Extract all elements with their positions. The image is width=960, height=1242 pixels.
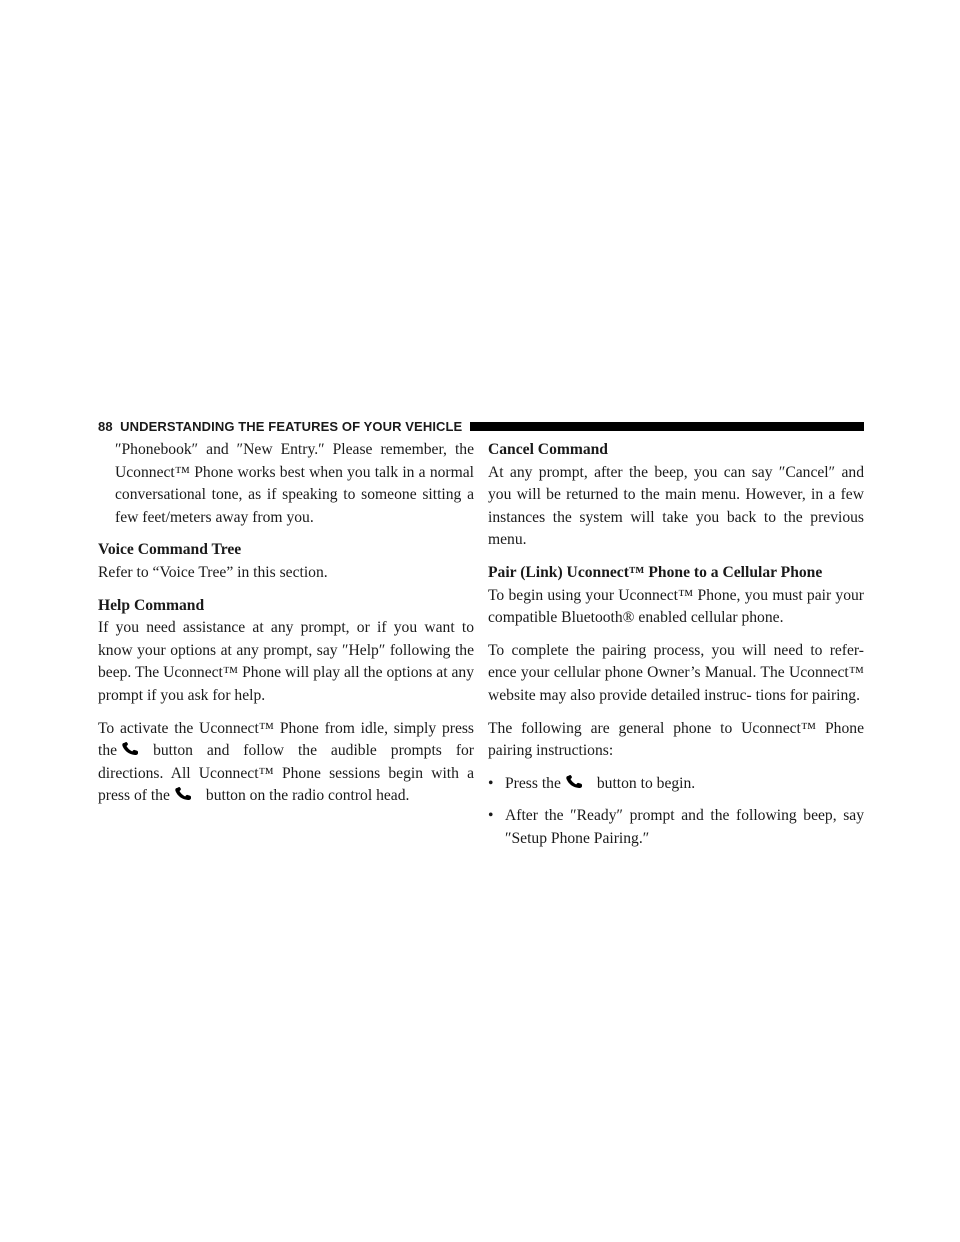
activate-text-part2: button and follow the audible prompts for directions. All Uconnect™ Phone sessions begin with a press of the — [98, 742, 474, 805]
bullet1-text-part2: button to begin. — [596, 774, 696, 792]
bullet-text — [505, 773, 864, 796]
header-label — [98, 419, 470, 434]
help-command-heading: Help Command — [98, 596, 205, 614]
voice-command-tree-heading: Voice Command Tree — [98, 541, 242, 559]
cancel-command-text: At any prompt, after the beep, you can say ″Cancel″ and you will be returned to the main menu. However, in a few instances the system will take you back to the previous menu. — [488, 463, 864, 549]
bullet-marker: • — [488, 774, 494, 792]
pair-phone-text: To begin using your Uconnect™ Phone, you must pair your compatible Bluetooth® enabled cellular phone. — [488, 586, 864, 627]
complete-pairing-text: To complete the pairing process, you will need to refer- ence your cellular phone Owner’s Manual. The Uconnect™ website may also provide detailed instruc- tions for pairing. — [488, 641, 864, 704]
general-instructions-text: The following are general phone to Uconnect™ Phone pairing instructions: — [488, 719, 864, 760]
activate-paragraph — [98, 718, 474, 808]
voice-command-tree-text: Refer to “Voice Tree” in this section. — [98, 563, 328, 581]
bullet-text: After the ″Ready″ prompt and the following beep, say ″Setup Phone Pairing.″ — [505, 807, 864, 847]
help-command-text: If you need assistance at any prompt, or if you want to know your options at any prompt, say ″Help″ following the beep. The Uconnect™ Phone will play all the options at any prompt if you ask for help. — [98, 619, 474, 704]
phone-handset-icon — [174, 787, 194, 801]
page-number: 88 — [98, 418, 113, 434]
bullet1-text-part1: Press the — [505, 774, 561, 792]
right-column — [488, 439, 864, 861]
cancel-command-heading: Cancel Command — [488, 441, 608, 458]
list-item — [488, 805, 864, 850]
pair-phone-heading: Pair (Link) Uconnect™ Phone to a Cellular Phone — [488, 563, 823, 581]
section-title: UNDERSTANDING THE FEATURES OF YOUR VEHICLE — [120, 418, 463, 434]
left-column — [98, 439, 474, 818]
list-item — [488, 773, 864, 796]
activate-text-part1: To activate the Uconnect™ Phone from idle, simply press the — [98, 719, 474, 760]
header-rule — [470, 422, 864, 431]
page-header — [98, 417, 864, 435]
bullet-marker: • — [488, 807, 494, 825]
phone-handset-icon — [121, 742, 141, 756]
activate-text-part3: button on the radio control head. — [205, 787, 410, 805]
phone-handset-icon — [565, 775, 585, 789]
intro-paragraph: ″Phonebook″ and ″New Entry.″ Please remember, the Uconnect™ Phone works best when you talk in a normal conversational tone, as if speaking to someone sitting a few feet/meters away from you. — [115, 441, 474, 526]
